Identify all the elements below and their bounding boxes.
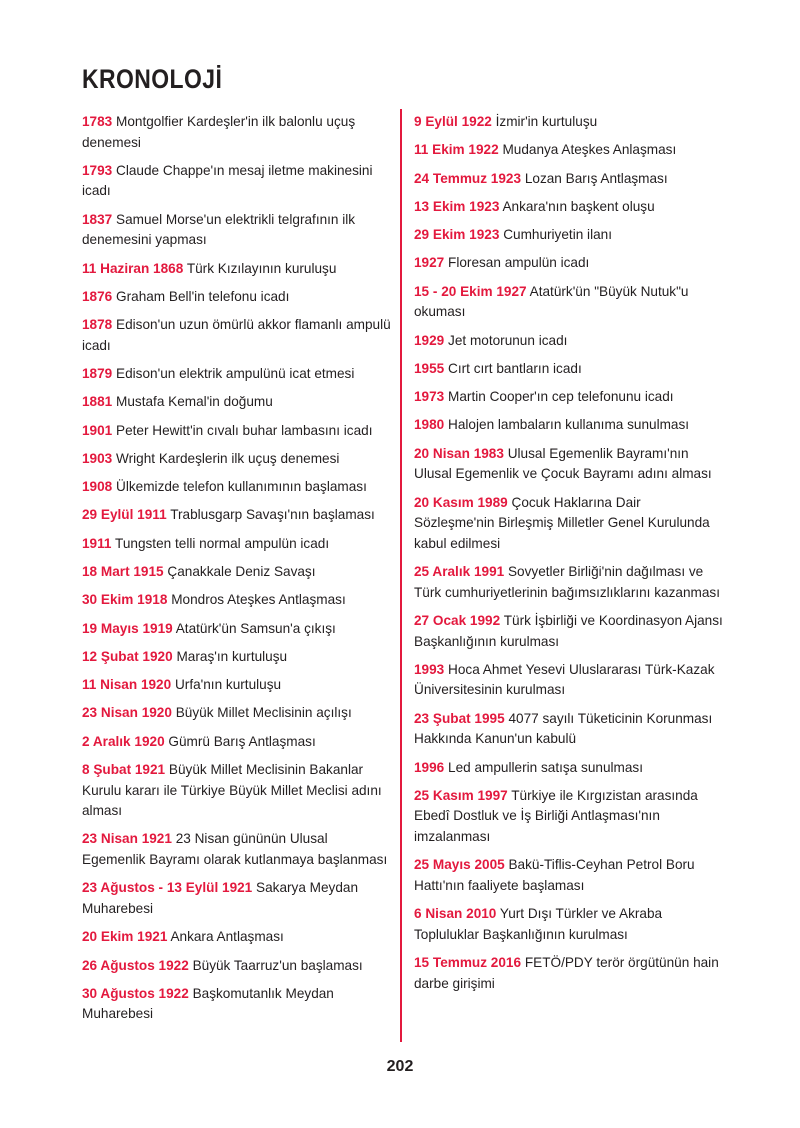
entry-date: 11 Haziran 1868 <box>82 260 184 276</box>
entry-text: Lozan Barış Antlaşması <box>524 170 668 186</box>
entry-date: 1876 <box>82 288 113 304</box>
entry-date: 9 Eylül 1922 <box>414 114 492 129</box>
timeline-entry <box>414 415 724 436</box>
timeline-entry <box>414 493 724 555</box>
timeline-entry <box>82 112 392 153</box>
entry-text: Hoca Ahmet Yesevi Uluslararası Türk-Kazak Üniversitesinin kurulması <box>414 661 715 698</box>
timeline-entry <box>82 421 392 442</box>
entry-text: Büyük Taarruz'un başlaması <box>192 957 363 973</box>
timeline-entry <box>414 904 724 945</box>
entry-date: 29 Ekim 1923 <box>414 227 500 243</box>
entry-date: 30 Ekim 1918 <box>82 592 168 608</box>
entry-date: 1879 <box>82 366 113 382</box>
timeline-entry <box>414 140 724 161</box>
timeline-entry <box>414 611 724 652</box>
timeline-entry <box>82 732 392 753</box>
entry-text: Martin Cooper'ın cep telefonunu icadı <box>448 389 674 405</box>
timeline-entry <box>82 760 392 822</box>
entry-text: Türk İşbirliği ve Koordinasyon Ajansı Başkanlığının kurulması <box>414 612 723 649</box>
entry-date: 25 Mayıs 2005 <box>414 857 505 873</box>
entry-text: Çanakkale Deniz Savaşı <box>167 564 316 580</box>
entry-text: Floresan ampulün icadı <box>448 255 590 271</box>
entry-text: Maraş'ın kurtuluşu <box>176 648 288 664</box>
timeline-entry <box>82 927 392 948</box>
entry-text: Cumhuriyetin ilanı <box>503 227 612 243</box>
entry-date: 1929 <box>414 332 445 348</box>
entry-text: Edison'un uzun ömürlü akkor flamanlı ampulü icadı <box>82 317 391 353</box>
entry-date: 29 Eylül 1911 <box>82 507 167 523</box>
entry-text: Halojen lambaların kullanıma sunulması <box>448 417 690 433</box>
timeline-entry <box>82 675 392 696</box>
entry-date: 20 Kasım 1989 <box>414 494 508 510</box>
entry-text: Mudanya Ateşkes Anlaşması <box>502 142 677 158</box>
entry-date: 20 Nisan 1983 <box>414 445 504 461</box>
entry-text: Graham Bell'in telefonu icadı <box>116 288 290 304</box>
entry-date: 23 Nisan 1921 <box>82 831 172 847</box>
timeline-entry <box>82 505 392 526</box>
timeline-entry <box>414 225 724 246</box>
entry-text: Montgolfier Kardeşler'in ilk balonlu uçuş denemesi <box>82 114 356 150</box>
timeline-entry <box>414 387 724 408</box>
entry-date: 23 Ağustos - 13 Eylül 1921 <box>82 880 253 896</box>
timeline-entry <box>414 562 724 603</box>
entry-text: Sovyetler Birliği'nin dağılması ve Türk cumhuriyetlerinin bağımsızlıklarını kazanması <box>414 564 720 600</box>
entry-text: Atatürk'ün Samsun'a çıkışı <box>175 620 336 636</box>
timeline-entry <box>414 197 724 218</box>
page-number: 202 <box>386 1058 414 1075</box>
timeline-entry <box>82 984 392 1025</box>
entry-text: Mondros Ateşkes Antlaşması <box>171 592 346 608</box>
entry-date: 13 Ekim 1923 <box>414 198 500 214</box>
timeline-entry <box>82 392 392 413</box>
timeline-entry <box>82 590 392 611</box>
entry-date: 2 Aralık 1920 <box>82 733 165 749</box>
entry-date: 20 Ekim 1921 <box>82 929 168 945</box>
entry-date: 6 Nisan 2010 <box>414 906 497 922</box>
timeline-entry <box>82 449 392 470</box>
entry-date: 18 Mart 1915 <box>82 564 164 580</box>
entry-date: 11 Ekim 1922 <box>414 142 499 158</box>
entry-text: Sakarya Meydan Muharebesi <box>82 880 359 916</box>
entry-text: Claude Chappe'ın mesaj iletme makinesini icadı <box>82 162 373 199</box>
timeline-entry <box>82 161 392 202</box>
entry-date: 1837 <box>82 211 113 227</box>
entry-date: 15 - 20 Ekim 1927 <box>414 283 527 299</box>
entry-date: 1955 <box>414 360 445 376</box>
timeline-entry <box>414 331 724 352</box>
entry-text: Tungsten telli normal ampulün icadı <box>115 535 330 551</box>
timeline-entry <box>82 259 392 280</box>
entry-date: 26 Ağustos 1922 <box>82 957 189 973</box>
entry-text: Gümrü Barış Antlaşması <box>168 733 316 749</box>
entry-date: 1927 <box>414 255 445 271</box>
timeline-entry <box>414 169 724 190</box>
timeline-entry <box>82 647 392 668</box>
entry-text: Urfa'nın kurtuluşu <box>174 677 282 693</box>
entry-text: Ankara Antlaşması <box>170 929 284 945</box>
entry-date: 12 Şubat 1920 <box>82 648 173 664</box>
entry-date: 30 Ağustos 1922 <box>82 985 189 1001</box>
entry-date: 15 Temmuz 2016 <box>414 955 522 971</box>
timeline-entry <box>414 855 724 896</box>
timeline-entry <box>414 359 724 380</box>
timeline-entry <box>82 534 392 555</box>
entry-text: Mustafa Kemal'in doğumu <box>116 394 273 410</box>
entry-text: Başkomutanlık Meydan Muharebesi <box>82 985 334 1022</box>
entry-date: 23 Şubat 1995 <box>414 710 505 726</box>
timeline-entry <box>82 619 392 640</box>
timeline-entry <box>82 703 392 724</box>
entry-date: 25 Kasım 1997 <box>414 787 508 803</box>
entry-date: 8 Şubat 1921 <box>82 762 166 777</box>
timeline-entry <box>414 253 724 274</box>
entry-text: Türkiye ile Kırgızistan arasında Ebedî Dostluk ve İş Birliği Antlaşması'nın imzalanması <box>414 787 698 844</box>
entry-text: FETÖ/PDY terör örgütünün hain darbe girişimi <box>414 955 719 991</box>
timeline-entry <box>414 660 724 701</box>
entry-text: Led ampullerin satışa sunulması <box>448 759 643 775</box>
entry-date: 1878 <box>82 317 113 333</box>
timeline-left-column <box>82 112 392 1033</box>
entry-text: Peter Hewitt'in cıvalı buhar lambasını icadı <box>116 422 373 438</box>
entry-text: Wright Kardeşlerin ilk uçuş denemesi <box>116 450 340 466</box>
entry-date: 27 Ocak 1992 <box>414 612 501 628</box>
timeline-entry <box>82 287 392 308</box>
entry-date: 24 Temmuz 1923 <box>414 170 522 186</box>
entry-text: Ulusal Egemenlik Bayramı'nın Ulusal Egemenlik ve Çocuk Bayramı adını alması <box>414 445 712 482</box>
timeline-entry <box>414 112 724 133</box>
timeline-entry <box>82 210 392 251</box>
entry-text: Ülkemizde telefon kullanımının başlaması <box>116 479 367 495</box>
page-title: KRONOLOJİ <box>82 64 223 94</box>
entry-text: Atatürk'ün "Büyük Nutuk"u okuması <box>414 283 689 320</box>
timeline-entry <box>414 709 724 750</box>
entry-date: 1881 <box>82 394 113 410</box>
entry-text: Jet motorunun icadı <box>448 332 568 348</box>
timeline-entry <box>82 364 392 385</box>
timeline-entry <box>82 477 392 498</box>
entry-text: İzmir'in kurtuluşu <box>495 114 598 129</box>
entry-date: 1903 <box>82 450 113 466</box>
entry-text: Cırt cırt bantların icadı <box>448 360 582 376</box>
timeline-entry <box>82 315 392 356</box>
timeline-entry <box>414 444 724 485</box>
entry-text: 23 Nisan gününün Ulusal Egemenlik Bayramı olarak kutlanmaya başlanması <box>82 831 388 868</box>
entry-text: Büyük Millet Meclisinin Bakanlar Kurulu kararı ile Türkiye Büyük Millet Meclisi adını alması <box>82 762 382 819</box>
timeline-entry <box>414 282 724 323</box>
entry-date: 1908 <box>82 479 113 495</box>
entry-date: 1980 <box>414 417 445 433</box>
entry-date: 1973 <box>414 389 445 405</box>
entry-date: 25 Aralık 1991 <box>414 564 505 580</box>
timeline-entry <box>82 956 392 977</box>
entry-date: 1901 <box>82 422 113 438</box>
timeline-entry <box>82 562 392 583</box>
entry-text: Türk Kızılayının kuruluşu <box>186 260 337 276</box>
timeline-entry <box>82 829 392 870</box>
entry-text: Yurt Dışı Türkler ve Akraba Topluluklar Başkanlığının kurulması <box>414 906 663 942</box>
timeline-entry <box>414 786 724 848</box>
entry-text: Trablusgarp Savaşı'nın başlaması <box>170 507 375 523</box>
entry-text: Samuel Morse'un elektrikli telgrafının ilk denemesini yapması <box>82 211 356 248</box>
column-divider <box>400 109 402 1042</box>
entry-text: Bakü-Tiflis-Ceyhan Petrol Boru Hattı'nın faaliyete başlaması <box>414 857 695 893</box>
entry-date: 1911 <box>82 535 112 551</box>
entry-text: 4077 sayılı Tüketicinin Korunması Hakkında Kanun'un kabulü <box>414 710 713 747</box>
entry-text: Edison'un elektrik ampulünü icat etmesi <box>116 366 355 382</box>
entry-date: 1993 <box>414 661 445 677</box>
entry-date: 1793 <box>82 162 113 178</box>
timeline-entry <box>414 758 724 779</box>
timeline-entry <box>414 953 724 994</box>
entry-text: Çocuk Haklarına Dair Sözleşme'nin Birleşmiş Milletler Genel Kurulunda kabul edilmesi <box>414 494 710 551</box>
entry-date: 23 Nisan 1920 <box>82 705 172 721</box>
entry-text: Büyük Millet Meclisinin açılışı <box>175 705 352 721</box>
entry-date: 19 Mayıs 1919 <box>82 620 173 636</box>
timeline-entry <box>82 878 392 919</box>
entry-date: 1996 <box>414 759 445 775</box>
entry-date: 11 Nisan 1920 <box>82 677 172 693</box>
entry-date: 1783 <box>82 114 113 129</box>
timeline-right-column <box>414 112 724 1002</box>
entry-text: Ankara'nın başkent oluşu <box>502 198 655 214</box>
